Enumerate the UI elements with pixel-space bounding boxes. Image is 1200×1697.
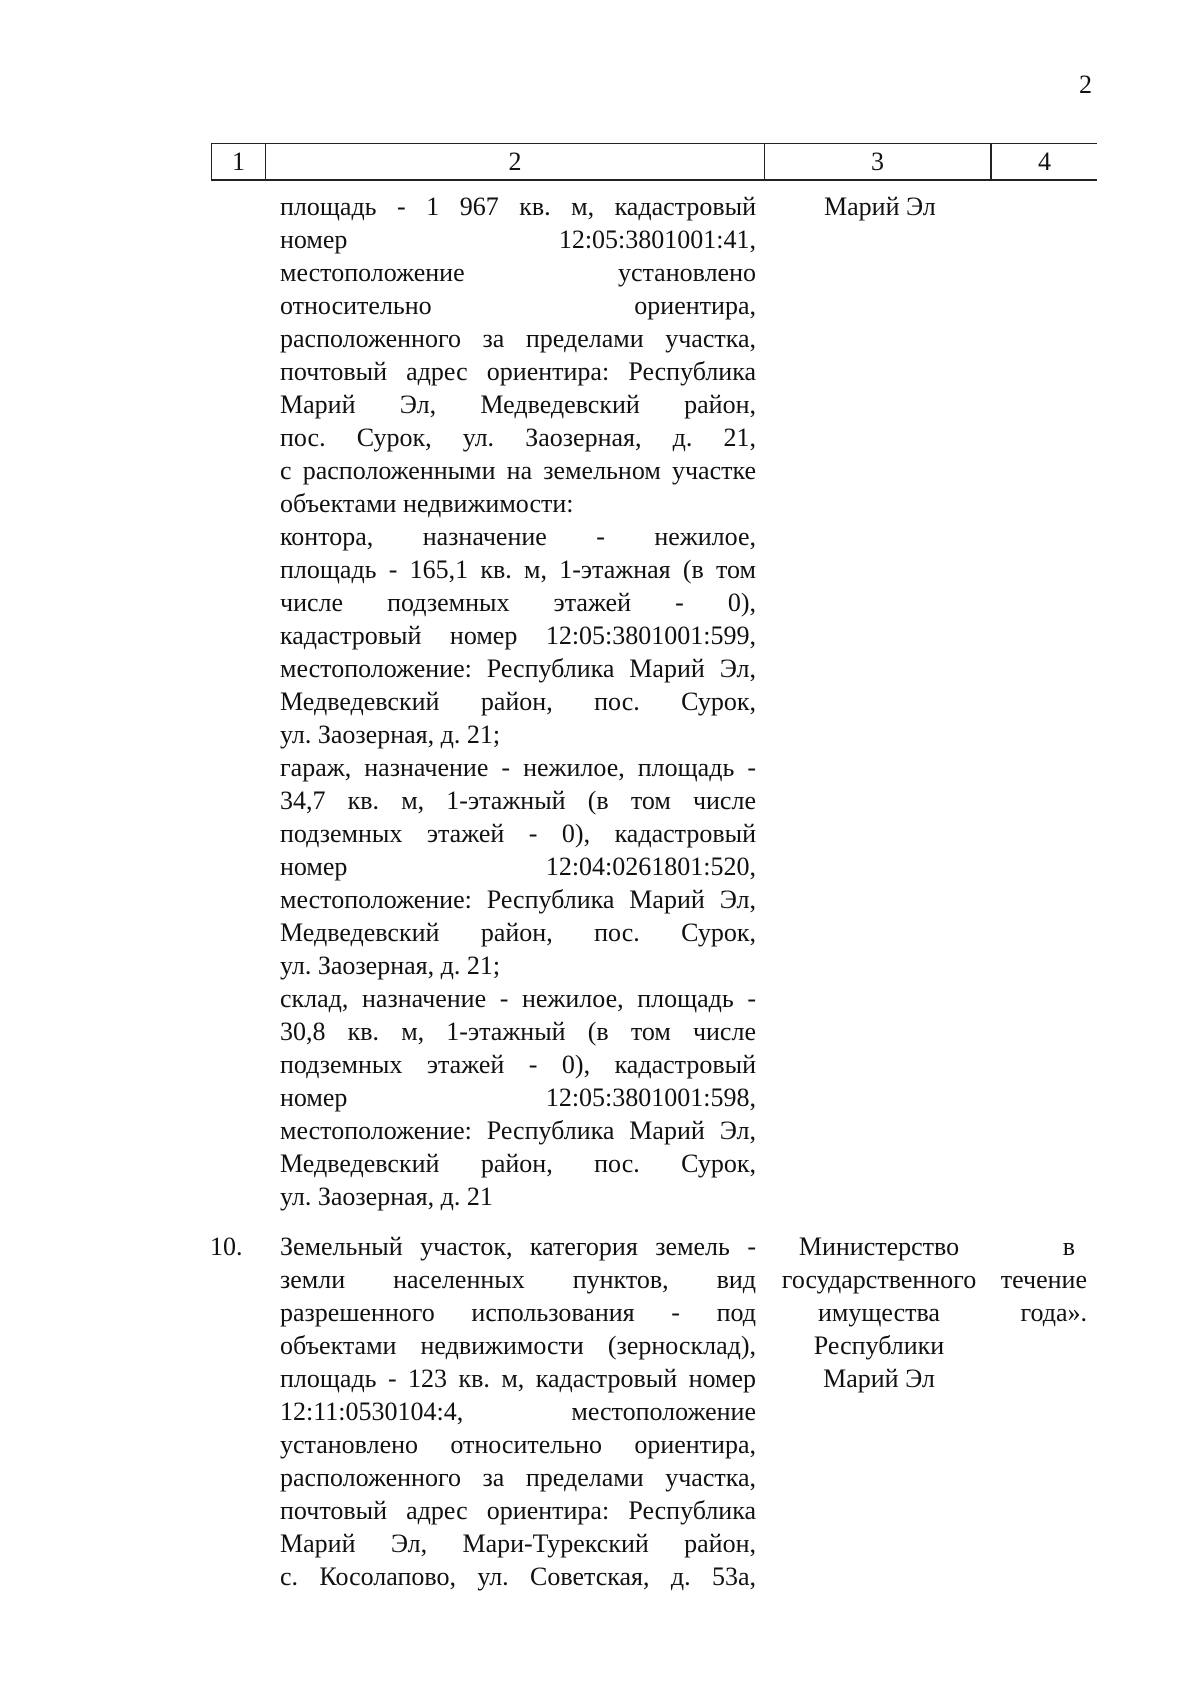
text-line: Марий Эл (824, 192, 936, 221)
text-line: Министерство (798, 1232, 960, 1261)
text-line: ул. Заозерная, д. 21 (280, 1182, 493, 1211)
text-line: подземных этажей - 0), кадастровый (280, 1050, 756, 1079)
text-line: разрешенного использования - под (280, 1298, 756, 1327)
text-line: объектами недвижимости (зерносклад), (280, 1331, 756, 1360)
text-line: Земельный участок, категория земель - (280, 1232, 756, 1261)
text-line: имущества (818, 1298, 940, 1327)
header-col-3: 3 (765, 144, 992, 179)
text-line: установлено относительно ориентира, (280, 1430, 756, 1459)
text-line: Марий Эл (823, 1364, 935, 1393)
text-line: числе подземных этажей - 0), (280, 588, 756, 617)
text-line: 30,8 кв. м, 1-этажный (в том числе (280, 1017, 756, 1046)
row10-owner (774, 1230, 984, 1395)
text-line: почтовый адрес ориентира: Республика (280, 1496, 756, 1525)
text-line: с расположенными на земельном участке (280, 456, 756, 485)
table-header (211, 143, 1097, 181)
text-line: номер 12:05:3801001:598, (280, 1083, 756, 1112)
text-line: ул. Заозерная, д. 21; (280, 951, 501, 980)
text-line: с. Косолапово, ул. Советская, д. 53а, (280, 1562, 756, 1591)
text-line: расположенного за пределами участка, (280, 324, 756, 353)
text-line: расположенного за пределами участка, (280, 1463, 756, 1492)
text-line: площадь - 165,1 кв. м, 1-этажная (в том (280, 555, 756, 584)
header-col-1: 1 (211, 144, 266, 179)
text-line: номер 12:05:3801001:41, (280, 225, 756, 254)
text-line: склад, назначение - нежилое, площадь - (280, 984, 756, 1013)
text-line: Республики (813, 1331, 945, 1360)
row9-description (280, 190, 756, 1213)
text-line: Медведевский район, пос. Сурок, (280, 1149, 756, 1178)
text-line: кадастровый номер 12:05:3801001:599, (280, 621, 756, 650)
header-col-4: 4 (1038, 146, 1051, 176)
text-line: площадь - 1 967 кв. м, кадастровый (280, 192, 756, 221)
text-line: Медведевский район, пос. Сурок, (280, 918, 756, 947)
text-line: Марий Эл, Медведевский район, (280, 390, 756, 419)
text-line: течение (1000, 1265, 1087, 1294)
text-line: 12:11:0530104:4, местоположение (280, 1397, 756, 1426)
text-line: ул. Заозерная, д. 21; (280, 720, 501, 749)
row10-term (992, 1230, 1087, 1329)
text-line: 34,7 кв. м, 1-этажный (в том числе (280, 786, 756, 815)
text-line: номер 12:04:0261801:520, (280, 852, 756, 881)
row10-number: 10. (210, 1232, 243, 1261)
text-line: пос. Сурок, ул. Заозерная, д. 21, (280, 423, 756, 452)
row9-owner (824, 190, 936, 223)
text-line: Медведевский район, пос. Сурок, (280, 687, 756, 716)
text-line: земли населенных пунктов, вид (280, 1265, 756, 1294)
text-line: объектами недвижимости: (280, 489, 574, 518)
header-col-2: 2 (266, 144, 765, 179)
text-line: почтовый адрес ориентира: Республика (280, 357, 756, 386)
text-line: местоположение: Республика Марий Эл, (280, 1116, 756, 1145)
text-line: подземных этажей - 0), кадастровый (280, 819, 756, 848)
text-line: местоположение установлено (280, 258, 756, 287)
text-line: Марий Эл, Мари-Турекский район, (280, 1529, 756, 1558)
text-line: местоположение: Республика Марий Эл, (280, 654, 756, 683)
text-line: площадь - 123 кв. м, кадастровый номер (280, 1364, 756, 1393)
text-line: государственного (781, 1265, 977, 1294)
text-line: в (1062, 1232, 1075, 1261)
text-line: местоположение: Республика Марий Эл, (280, 885, 756, 914)
row10-description (280, 1230, 756, 1593)
text-line: относительно ориентира, (280, 291, 756, 320)
text-line: года». (1020, 1298, 1087, 1327)
text-line: контора, назначение - нежилое, (280, 522, 756, 551)
text-line: гараж, назначение - нежилое, площадь - (280, 753, 756, 782)
page-number: 2 (1079, 70, 1092, 99)
